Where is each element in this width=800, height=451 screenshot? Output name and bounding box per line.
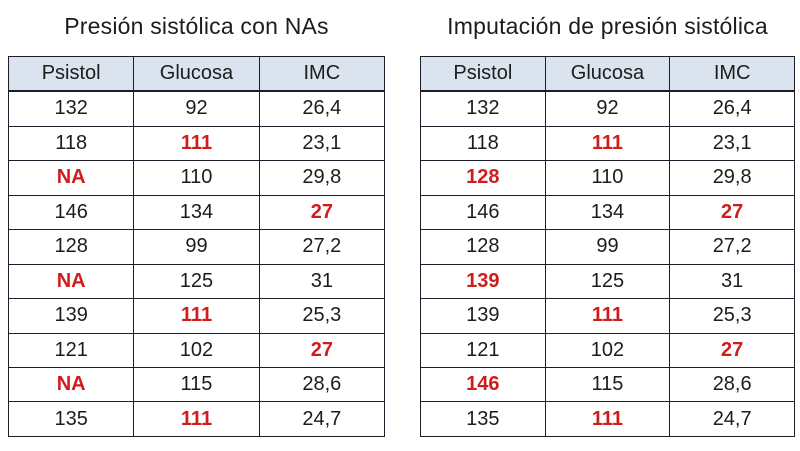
table-row [421, 402, 795, 437]
na-table-header [9, 57, 385, 92]
highlighted-cell: 111 [545, 299, 670, 333]
imputed-table-header [421, 57, 795, 92]
table-cell: 29,8 [670, 161, 795, 195]
table-row [9, 195, 385, 229]
column-header-psistol: Psistol [9, 57, 134, 92]
highlighted-cell: NA [9, 161, 134, 195]
table-cell: 134 [545, 195, 670, 229]
table-cell: 25,3 [259, 299, 384, 333]
table-cell: 128 [9, 230, 134, 264]
table-cell: 26,4 [259, 91, 384, 126]
table-row [421, 91, 795, 126]
table-cell: 31 [670, 264, 795, 298]
table-cell: 115 [545, 367, 670, 401]
table-cell: 28,6 [259, 367, 384, 401]
table-cell: 99 [134, 230, 259, 264]
highlighted-cell: 128 [421, 161, 546, 195]
table-cell: 135 [9, 402, 134, 437]
table-row [9, 264, 385, 298]
table-cell: 146 [421, 195, 546, 229]
table-row [421, 333, 795, 367]
table-row [9, 402, 385, 437]
table-cell: 27,2 [670, 230, 795, 264]
table-cell: 125 [134, 264, 259, 298]
column-header-psistol: Psistol [421, 57, 546, 92]
table-cell: 23,1 [259, 126, 384, 160]
highlighted-cell: 111 [545, 126, 670, 160]
table-row [421, 161, 795, 195]
table-cell: 31 [259, 264, 384, 298]
table-cell: 125 [545, 264, 670, 298]
table-cell: 23,1 [670, 126, 795, 160]
column-header-imc: IMC [670, 57, 795, 92]
table-cell: 102 [134, 333, 259, 367]
highlighted-cell: 27 [259, 333, 384, 367]
table-cell: 24,7 [670, 402, 795, 437]
highlighted-cell: 27 [259, 195, 384, 229]
table-cell: 115 [134, 367, 259, 401]
panel-na-table [8, 0, 385, 437]
panel-imputed-table [420, 0, 795, 437]
table-cell: 24,7 [259, 402, 384, 437]
table-row [421, 195, 795, 229]
table-row [9, 333, 385, 367]
table-row [421, 264, 795, 298]
table-cell: 26,4 [670, 91, 795, 126]
highlighted-cell: 111 [134, 126, 259, 160]
table-cell: 99 [545, 230, 670, 264]
table-cell: 135 [421, 402, 546, 437]
right-table-title: Imputación de presión sistólica [447, 13, 768, 39]
highlighted-cell: NA [9, 264, 134, 298]
highlighted-cell: 111 [134, 299, 259, 333]
table-cell: 118 [9, 126, 134, 160]
table-cell: 118 [421, 126, 546, 160]
table-row [421, 299, 795, 333]
table-cell: 28,6 [670, 367, 795, 401]
table-row [9, 230, 385, 264]
column-header-imc: IMC [259, 57, 384, 92]
table-cell: 132 [421, 91, 546, 126]
table-row [9, 91, 385, 126]
table-row [421, 126, 795, 160]
table-cell: 121 [421, 333, 546, 367]
highlighted-cell: 111 [545, 402, 670, 437]
header-row [421, 57, 795, 92]
highlighted-cell: 139 [421, 264, 546, 298]
table-cell: 132 [9, 91, 134, 126]
table-cell: 92 [545, 91, 670, 126]
table-cell: 139 [421, 299, 546, 333]
table-cell: 146 [9, 195, 134, 229]
na-table-body [9, 91, 385, 437]
header-row [9, 57, 385, 92]
column-header-glucosa: Glucosa [545, 57, 670, 92]
table-row [9, 299, 385, 333]
imputed-table-body [421, 91, 795, 437]
highlighted-cell: 111 [134, 402, 259, 437]
table-row [421, 367, 795, 401]
table-cell: 134 [134, 195, 259, 229]
table-cell: 102 [545, 333, 670, 367]
table-cell: 128 [421, 230, 546, 264]
table-cell: 92 [134, 91, 259, 126]
table-row [421, 230, 795, 264]
table-cell: 29,8 [259, 161, 384, 195]
table-row [9, 126, 385, 160]
table-cell: 121 [9, 333, 134, 367]
table-row [9, 367, 385, 401]
highlighted-cell: 27 [670, 195, 795, 229]
table-row [9, 161, 385, 195]
highlighted-cell: 146 [421, 367, 546, 401]
table-cell: 139 [9, 299, 134, 333]
highlighted-cell: 27 [670, 333, 795, 367]
table-cell: 110 [134, 161, 259, 195]
column-header-glucosa: Glucosa [134, 57, 259, 92]
table-cell: 27,2 [259, 230, 384, 264]
table-cell: 25,3 [670, 299, 795, 333]
left-table-title: Presión sistólica con NAs [64, 13, 329, 39]
highlighted-cell: NA [9, 367, 134, 401]
table-cell: 110 [545, 161, 670, 195]
imputed-table [420, 56, 795, 437]
na-table [8, 56, 385, 437]
